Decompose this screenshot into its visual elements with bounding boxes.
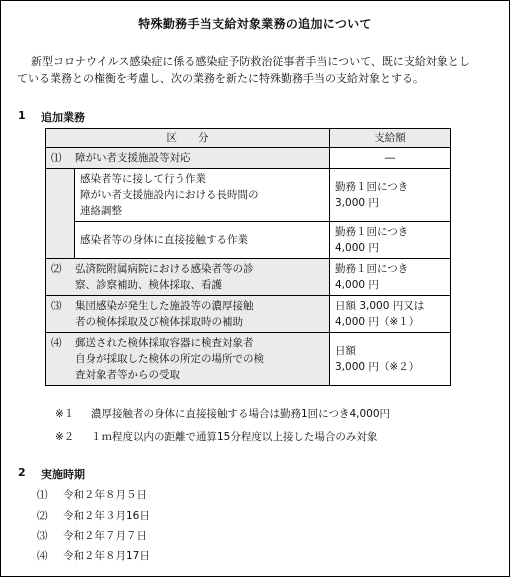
section-1-heading: 追加業務: [41, 111, 85, 124]
amount-line: 日額 3,000 円又は: [335, 300, 425, 312]
date-number: ⑶: [37, 530, 48, 542]
amount-line: 勤務１回につき: [335, 263, 409, 275]
table-row: [46, 296, 451, 333]
amount-line: 3,000 円: [335, 197, 379, 209]
category-cell: [46, 259, 330, 296]
category-line: 郵送された検体採取容器に検査対象者: [75, 337, 254, 349]
section-2-number: 2: [18, 466, 26, 479]
date-text: 令和２年３月16日: [63, 510, 150, 522]
section-1-number: 1: [18, 109, 26, 122]
date-number: ⑵: [37, 510, 48, 522]
row-number: ⑶: [51, 300, 62, 312]
category-line: 察、診察補助、検体採取、看護: [75, 279, 222, 291]
date-text: 令和２年８月５日: [63, 489, 147, 501]
task-line: 連絡調整: [80, 205, 122, 217]
intro-line-2: ている業務との権衡を考慮し、次の業務を新たに特殊勤務手当の支給対象とする。: [17, 72, 424, 85]
allowance-table: [45, 128, 451, 386]
table-row: [46, 333, 451, 386]
amount-line: 勤務１回につき: [335, 181, 409, 193]
row-number: ⑷: [51, 337, 62, 349]
note-2-mark: ※２: [55, 431, 75, 443]
amount-line: 4,000 円: [335, 242, 379, 254]
task-line: 障がい者支援施設内における長時間の: [80, 189, 259, 201]
task-cell: [75, 169, 330, 222]
amount-line: 4,000 円: [335, 279, 379, 291]
category-cell: [46, 296, 330, 333]
category-line: 自身が採取した検体の所定の場所での検: [75, 353, 264, 365]
amount-line: 3,000 円（※２）: [335, 361, 420, 373]
amount-line: 日額: [335, 345, 356, 357]
date-number: ⑴: [37, 489, 48, 501]
document-title: 特殊勤務手当支給対象業務の追加について: [138, 17, 372, 31]
amount-line: 勤務１回につき: [335, 226, 409, 238]
table-row: [46, 259, 451, 296]
amount-cell: [330, 259, 451, 296]
date-text: 令和２年８月17日: [63, 550, 150, 562]
amount-cell: [330, 333, 451, 386]
date-text: 令和２年７月７日: [63, 530, 147, 542]
table-header-row: [46, 129, 451, 148]
note-1-text: 濃厚接触者の身体に直接接触する場合は勤務1回につき4,000円: [91, 408, 391, 420]
task-line: 感染者等の身体に直接接触する作業: [80, 234, 248, 246]
amount-line: 4,000 円（※１）: [335, 316, 420, 328]
header-category: 区 分: [46, 129, 330, 148]
category-line: 集団感染が発生した施設等の濃厚接触: [75, 300, 254, 312]
category-cell: [46, 148, 330, 169]
section-2-heading: 実施時期: [41, 468, 85, 481]
category-label: 障がい者支援施設等対応: [75, 152, 191, 164]
row-number: ⑵: [51, 263, 62, 275]
table-row: [46, 222, 451, 259]
table-row: [46, 169, 451, 222]
task-cell: [75, 222, 330, 259]
indent-cell: [46, 222, 75, 259]
amount-cell: [330, 296, 451, 333]
row-number: ⑴: [51, 152, 62, 164]
category-line: 査対象者等からの受取: [75, 369, 180, 381]
indent-cell: [46, 169, 75, 222]
intro-line-1: 新型コロナウイルス感染症に係る感染症予防救治従事者手当について、既に支給対象とし: [31, 55, 470, 68]
category-line: 者の検体採取及び検体採取時の補助: [75, 316, 243, 328]
date-number: ⑷: [37, 550, 48, 562]
note-1-mark: ※１: [55, 408, 75, 420]
amount-cell: ―: [330, 148, 451, 169]
amount-cell: [330, 222, 451, 259]
category-line: 弘済院附属病院における感染者等の診: [75, 263, 254, 275]
amount-cell: [330, 169, 451, 222]
header-amount: 支給額: [330, 129, 451, 148]
note-2-text: １ｍ程度以内の距離で通算15分程度以上接した場合のみ対象: [91, 431, 378, 443]
task-line: 感染者等に接して行う作業: [80, 173, 206, 185]
category-cell: [46, 333, 330, 386]
table-row: [46, 148, 451, 169]
